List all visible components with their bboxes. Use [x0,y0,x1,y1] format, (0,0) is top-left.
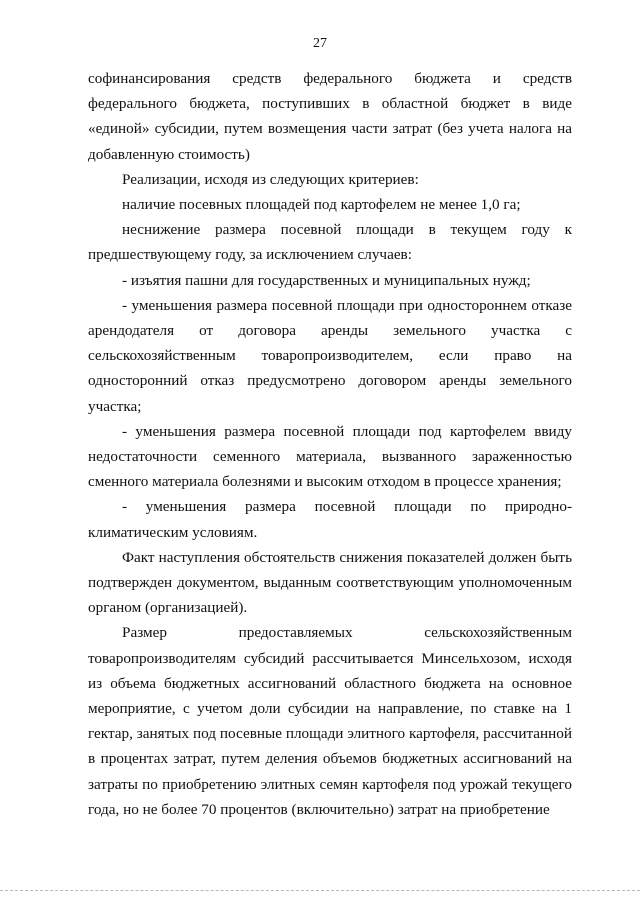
body-text [88,66,572,822]
paragraph-subsidy-size: Размер предоставляемых сельскохозяйственным товаропроизводителям субсидий рассчитывается Минсельхозом, исходя из объема бюджетных ассигнований областного бюджета на основное мероприятие, с учетом доли субсидии на направление, по ставке на 1 гектар, занятых под посевные площади элитного картофеля, рассчитанной в процентах затрат, путем деления объемов бюджетных ассигнований на затраты по приобретению элитных семян картофеля под урожай текущего года, но не более 70 процентов (включительно) затрат на приобретение [88,624,572,818]
list-item-lease-refusal: - уменьшения размера посевной площади при одностороннем отказе арендодателя от договора аренды земельного участка с сельскохозяйственным товаропроизводителем, если право на односторонний отказ предусмотрено договором аренды земельного участка; [88,296,572,415]
list-item-climate: - уменьшения размера посевной площади по природно-климатическим условиям. [88,498,572,541]
paragraph-criterion-no-decrease: неснижение размера посевной площади в текущем году к предшествующему году, за исключением случаев: [88,221,572,264]
list-item-seed-shortage: - уменьшения размера посевной площади под картофелем ввиду недостаточности семенного материала, вызванного зараженностью сменного материала болезнями и высоким отходом в процессе хранения; [88,422,572,491]
list-item-seizure: - изъятия пашни для государственных и муниципальных нужд; [122,271,531,289]
paragraph-confirmation: Факт наступления обстоятельств снижения показателей должен быть подтвержден документом, выданным соответствующим уполномоченным органом (организацией). [88,548,572,617]
footer-divider [0,890,640,892]
paragraph-cofinancing: софинансирования средств федерального бюджета и средств федерального бюджета, поступивших в областной бюджет в виде «единой» субсидии, путем возмещения части затрат (без учета налога на добавленную стоимость) [88,70,572,163]
paragraph-criteria-intro: Реализации, исходя из следующих критериев: [122,170,419,188]
paragraph-criterion-area: наличие посевных площадей под картофелем не менее 1,0 га; [122,196,521,214]
page-number: 27 [313,36,327,51]
